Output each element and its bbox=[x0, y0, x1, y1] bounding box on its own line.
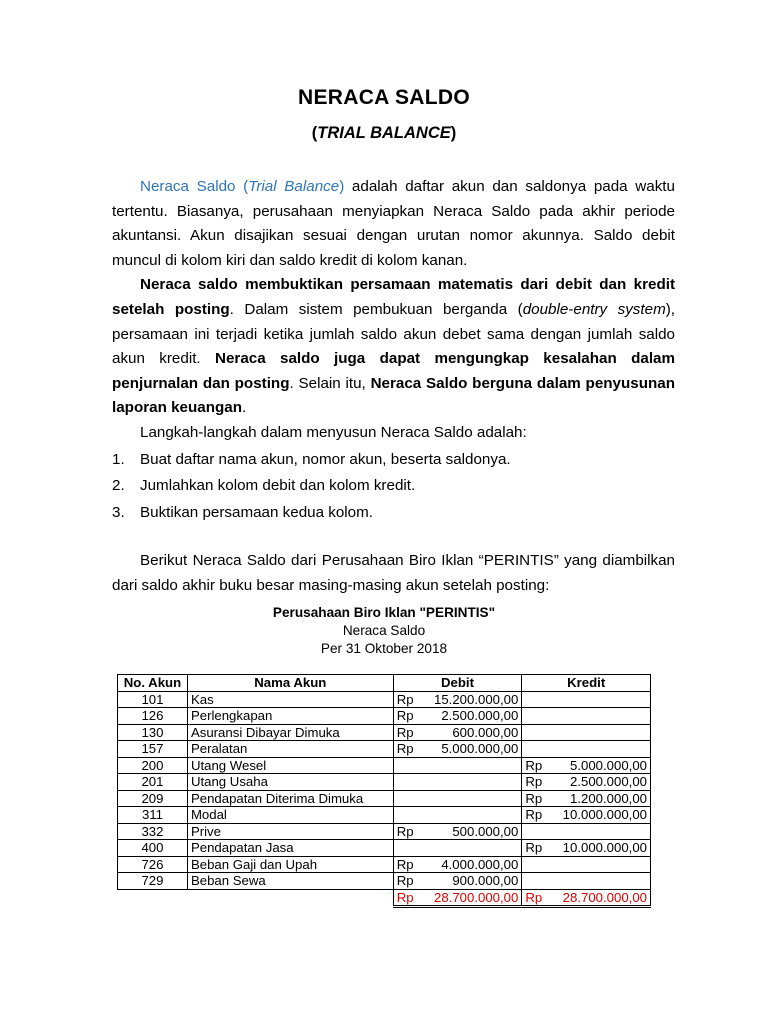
cell-kredit bbox=[522, 774, 651, 791]
table-row bbox=[118, 757, 651, 774]
currency-label: Rp bbox=[396, 889, 414, 905]
table-total-row bbox=[118, 889, 651, 907]
cell-account-no: 311 bbox=[118, 807, 188, 824]
cell-account-name: Beban Gaji dan Upah bbox=[187, 856, 393, 873]
table-row bbox=[118, 708, 651, 725]
amount-value: 4.000.000,00 bbox=[441, 856, 519, 872]
step-text: Buat daftar nama akun, nomor akun, beserta saldonya. bbox=[140, 450, 511, 468]
cell-account-no: 157 bbox=[118, 741, 188, 758]
currency-label: Rp bbox=[525, 889, 543, 905]
step-text: Jumlahkan kolom debit dan kolom kredit. bbox=[140, 477, 416, 495]
currency-label: Rp bbox=[525, 807, 543, 822]
amount-value: 2.500.000,00 bbox=[441, 708, 519, 723]
currency-label: Rp bbox=[396, 856, 414, 872]
amount-value: 15.200.000,00 bbox=[433, 691, 519, 707]
currency-label: Rp bbox=[396, 873, 414, 888]
amount-value: 28.700.000,00 bbox=[562, 889, 647, 905]
currency-label: Rp bbox=[525, 757, 543, 773]
paragraph-table-intro: Berikut Neraca Saldo dari Perusahaan Biro Iklan “PERINTIS” yang diambilkan dari saldo akhir buku besar masing-masing akun setelah posting: bbox=[112, 552, 675, 594]
cell-account-no: 130 bbox=[118, 724, 188, 741]
cell-account-name: Peralatan bbox=[187, 741, 393, 758]
table-row bbox=[118, 856, 651, 873]
term-text: Neraca Saldo ( bbox=[140, 178, 249, 195]
cell-debit bbox=[393, 873, 522, 890]
header-debit: Debit bbox=[393, 675, 522, 692]
table-body bbox=[118, 691, 651, 907]
cell-debit bbox=[393, 840, 522, 857]
cell-account-name: Beban Sewa bbox=[187, 873, 393, 890]
cell-account-no: 101 bbox=[118, 691, 188, 708]
currency-label: Rp bbox=[525, 790, 543, 806]
cell-kredit bbox=[522, 873, 651, 890]
header-kredit: Kredit bbox=[522, 675, 651, 692]
step-number: 1. bbox=[112, 450, 125, 468]
table-row bbox=[118, 774, 651, 791]
purpose-italic: double-entry system bbox=[522, 300, 666, 318]
total-kredit bbox=[522, 889, 651, 907]
cell-account-no: 200 bbox=[118, 757, 188, 774]
cell-debit bbox=[393, 724, 522, 741]
subtitle-open: ( bbox=[311, 124, 318, 142]
cell-account-name: Pendapatan Jasa bbox=[187, 840, 393, 857]
cell-kredit bbox=[522, 807, 651, 824]
cell-debit bbox=[393, 708, 522, 725]
body-text bbox=[112, 175, 675, 599]
table-header-row bbox=[118, 675, 651, 692]
term-label bbox=[140, 178, 344, 195]
list-item bbox=[112, 474, 675, 499]
cell-account-no: 400 bbox=[118, 840, 188, 857]
amount-value: 10.000.000,00 bbox=[562, 840, 647, 855]
currency-label: Rp bbox=[396, 691, 414, 707]
cell-debit bbox=[393, 823, 522, 840]
spacer bbox=[112, 527, 675, 549]
cell-debit bbox=[393, 757, 522, 774]
currency-label: Rp bbox=[396, 724, 414, 740]
paragraph-definition bbox=[112, 175, 675, 273]
cell-account-name: Perlengkapan bbox=[187, 708, 393, 725]
blank-cell bbox=[187, 889, 393, 907]
table-company: Perusahaan Biro Iklan "PERINTIS" bbox=[272, 605, 496, 620]
table-row bbox=[118, 691, 651, 708]
cell-kredit bbox=[522, 790, 651, 807]
cell-debit bbox=[393, 774, 522, 791]
cell-kredit bbox=[522, 724, 651, 741]
cell-account-no: 729 bbox=[118, 873, 188, 890]
amount-value: 900.000,00 bbox=[452, 873, 519, 888]
trial-balance-table bbox=[117, 674, 651, 908]
currency-label: Rp bbox=[396, 741, 414, 756]
cell-kredit bbox=[522, 708, 651, 725]
subtitle-text: TRIAL BALANCE bbox=[317, 124, 451, 142]
table-row bbox=[118, 807, 651, 824]
cell-kredit bbox=[522, 741, 651, 758]
page-title: NERACA SALDO bbox=[298, 86, 470, 109]
purpose-text-4: . bbox=[241, 399, 247, 417]
table-row bbox=[118, 741, 651, 758]
term-italic: Trial Balance bbox=[248, 178, 340, 195]
term-close: ) bbox=[339, 178, 345, 195]
step-text: Buktikan persamaan kedua kolom. bbox=[140, 503, 374, 521]
cell-account-no: 126 bbox=[118, 708, 188, 725]
amount-value: 500.000,00 bbox=[452, 823, 519, 839]
blank-cell bbox=[118, 889, 188, 907]
table-row bbox=[118, 790, 651, 807]
table-row bbox=[118, 840, 651, 857]
cell-kredit bbox=[522, 856, 651, 873]
steps-list bbox=[112, 448, 675, 526]
cell-kredit bbox=[522, 823, 651, 840]
step-number: 2. bbox=[112, 477, 125, 495]
amount-value: 2.500.000,00 bbox=[569, 774, 647, 789]
amount-value: 600.000,00 bbox=[452, 724, 519, 740]
cell-debit bbox=[393, 790, 522, 807]
purpose-bold-1: Neraca saldo membuktikan persamaan matematis dari debit dan kredit setelah posting bbox=[112, 276, 675, 318]
amount-value: 10.000.000,00 bbox=[562, 807, 647, 822]
cell-account-no: 726 bbox=[118, 856, 188, 873]
cell-account-no: 209 bbox=[118, 790, 188, 807]
table-date: Per 31 Oktober 2018 bbox=[320, 641, 448, 656]
cell-debit bbox=[393, 691, 522, 708]
table-name: Neraca Saldo bbox=[342, 623, 426, 638]
header-account-name: Nama Akun bbox=[187, 675, 393, 692]
purpose-text-2: ), persamaan ini terjadi ketika jumlah saldo akun debet sama dengan jumlah saldo akun kredit. bbox=[112, 300, 675, 368]
currency-label: Rp bbox=[396, 823, 414, 839]
subtitle-close: ) bbox=[450, 124, 457, 142]
cell-debit bbox=[393, 741, 522, 758]
paragraph-purpose bbox=[112, 273, 675, 421]
cell-account-no: 201 bbox=[118, 774, 188, 791]
purpose-text-3: . Selain itu, bbox=[289, 374, 371, 392]
cell-kredit bbox=[522, 757, 651, 774]
cell-debit bbox=[393, 807, 522, 824]
cell-account-name: Utang Wesel bbox=[187, 757, 393, 774]
amount-value: 5.000.000,00 bbox=[569, 757, 647, 773]
step-number: 3. bbox=[112, 503, 125, 521]
paragraph-steps-intro: Langkah-langkah dalam menyusun Neraca Saldo adalah: bbox=[140, 423, 527, 441]
currency-label: Rp bbox=[525, 774, 543, 789]
cell-account-name: Prive bbox=[187, 823, 393, 840]
cell-kredit bbox=[522, 691, 651, 708]
table-row bbox=[118, 724, 651, 741]
table-row bbox=[118, 873, 651, 890]
amount-value: 28.700.000,00 bbox=[433, 889, 519, 905]
list-item bbox=[112, 501, 675, 526]
total-debit bbox=[393, 889, 522, 907]
purpose-bold-3: Neraca Saldo berguna dalam penyusunan laporan keuangan bbox=[112, 374, 676, 417]
cell-account-name: Pendapatan Diterima Dimuka bbox=[187, 790, 393, 807]
amount-value: 1.200.000,00 bbox=[569, 790, 647, 806]
cell-kredit bbox=[522, 840, 651, 857]
cell-account-name: Asuransi Dibayar Dimuka bbox=[187, 724, 393, 741]
header-account-no: No. Akun bbox=[118, 675, 188, 692]
currency-label: Rp bbox=[525, 840, 543, 855]
cell-account-name: Utang Usaha bbox=[187, 774, 393, 791]
purpose-bold-2: Neraca saldo juga dapat mengungkap kesalahan dalam penjurnalan dan posting bbox=[112, 350, 676, 392]
currency-label: Rp bbox=[396, 708, 414, 723]
purpose-text-1: . Dalam sistem pembukuan berganda ( bbox=[229, 300, 523, 318]
page-subtitle bbox=[0, 124, 768, 143]
table-row bbox=[118, 823, 651, 840]
cell-account-name: Kas bbox=[187, 691, 393, 708]
definition-text: adalah daftar akun dan saldonya pada waktu tertentu. Biasanya, perusahaan menyiapkan Neraca Saldo pada akhir periode akuntansi. Akun disajikan sesuai dengan urutan nomor akunnya. Saldo debit muncul di kolom kiri dan saldo kredit di kolom kanan. bbox=[112, 178, 675, 269]
list-item bbox=[112, 448, 675, 473]
cell-account-no: 332 bbox=[118, 823, 188, 840]
amount-value: 5.000.000,00 bbox=[441, 741, 519, 756]
cell-debit bbox=[393, 856, 522, 873]
cell-account-name: Modal bbox=[187, 807, 393, 824]
